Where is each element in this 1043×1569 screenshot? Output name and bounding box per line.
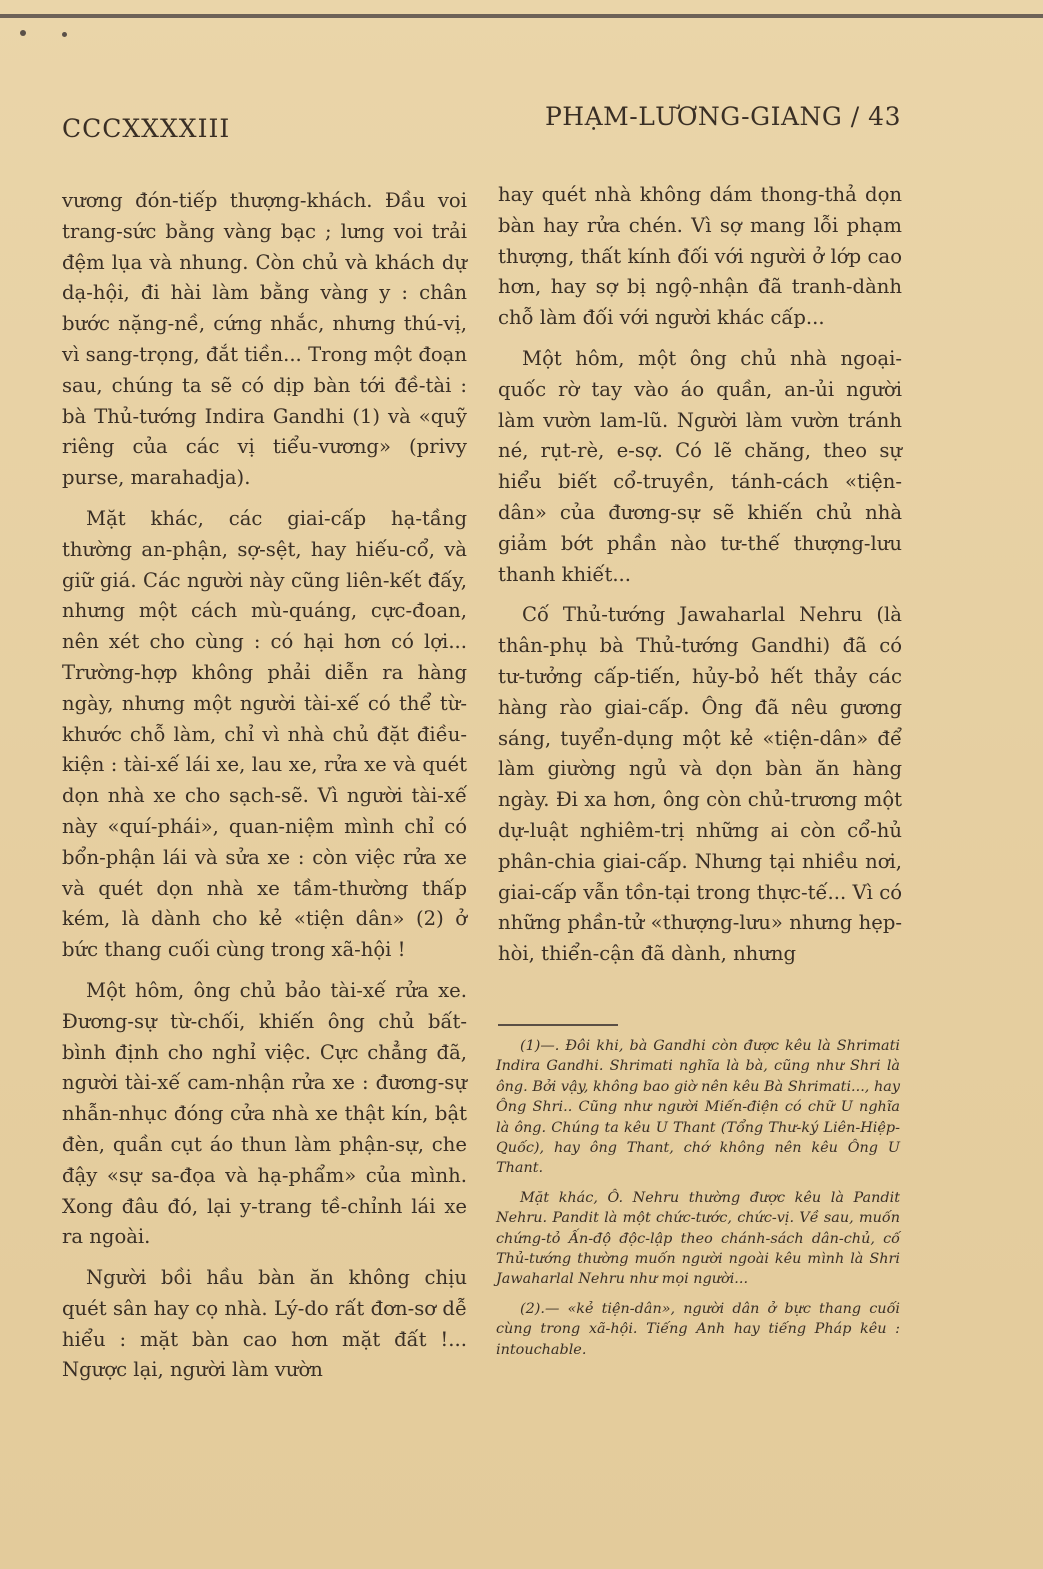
paragraph: hay quét nhà không dám thong-thả dọn bàn hay rửa chén. Vì sợ mang lỗi phạm thượng, thất kính đối với người ở lớp cao hơn, hay sợ bị ngộ-nhận đã tranh-dành chỗ làm đối với người khác cấp... [498, 183, 902, 330]
page-roman-numeral: CCCXXXXIII [62, 114, 231, 143]
paragraph: Một hôm, ông chủ bảo tài-xế rửa xe. Đương-sự từ-chối, khiến ông chủ bất-bình định cho nghỉ việc. Cực chẳng đã, người tài-xế cam-nhận rửa xe : đương-sự nhẫn-nhục đóng cửa nhà xe thật kín, bật đèn, quần cụt áo thun làm phận-sự, che đậy «sự sa-đọa và hạ-phẩm» của mình. Xong đâu đó, lại y-trang tề-chỉnh lái xe ra ngoài. [62, 978, 467, 1249]
footnote: Mặt khác, Ô. Nehru thường được kêu là Pandit Nehru. Pandit là một chức-tước, chức-vị. Về sau, muốn chứng-tỏ Ấn-độ độc-lập theo chánh-sách dân-chủ, cố Thủ-tướng thường muốn người ngoài kêu mình là Shri Jawaharlal Nehru như mọi người... [496, 1189, 900, 1288]
paragraph: Mặt khác, các giai-cấp hạ-tầng thường an-phận, sợ-sệt, hay hiếu-cổ, và giữ giá. Các người này cũng liên-kết đấy, nhưng một cách mù-quáng, cực-đoan, nên xét cho cùng : có hại hơn có lợi... Trường-hợp không phải diễn ra hàng ngày, nhưng một người tài-xế có thể từ-khước chỗ làm, chỉ vì nhà chủ đặt điều-kiện : tài-xế lái xe, lau xe, rửa xe và quét dọn nhà xe cho sạch-sẽ. Vì người tài-xế này «quí-phái», quan-niệm mình chỉ có bổn-phận lái và sửa xe : còn việc rửa xe và quét dọn nhà xe tầm-thường thấp kém, là dành cho kẻ «tiện dân» (2) ở bức thang cuối cùng trong xã-hội ! [62, 506, 467, 962]
left-text-column [62, 186, 467, 1386]
top-border-rule [0, 14, 1043, 18]
footnotes [496, 1036, 900, 1360]
paragraph: Cố Thủ-tướng Jawaharlal Nehru (là thân-phụ bà Thủ-tướng Gandhi) đã có tư-tưởng cấp-tiến, hủy-bỏ hết thảy các hàng rào giai-cấp. Ông đã nêu gương sáng, tuyển-dụng một kẻ «tiện-dân» để làm giường ngủ và dọn bàn ăn hàng ngày. Đi xa hơn, ông còn chủ-trương một dự-luật nghiêm-trị những ai còn cổ-hủ phân-chia giai-cấp. Nhưng tại nhiều nơi, giai-cấp vẫn tồn-tại trong thực-tế... Vì có những phần-tử «thượng-lưu» nhưng hẹp-hòi, thiển-cận đã dành, nhưng [498, 603, 902, 966]
footnote: (1)—. Đôi khi, bà Gandhi còn được kêu là Shrimati Indira Gandhi. Shrimati nghĩa là bà, cũng như Shri là ông. Bởi vậy, không bao giờ nên kêu Bà Shrimati..., hay Ông Shri.. Cũng như người Miến-điện có chữ U nghĩa là ông. Chúng ta kêu U Thant (Tổng Thư-ký Liên-Hiệp-Quốc), hay ông Thant, chớ không nên kêu Ông U Thant. [496, 1038, 900, 1177]
ink-speck [20, 30, 26, 36]
footnote-separator [498, 1024, 618, 1026]
ink-speck [62, 32, 67, 37]
paragraph: Người bồi hầu bàn ăn không chịu quét sân hay cọ nhà. Lý-do rất đơn-sơ dễ hiểu : mặt bàn cao hơn mặt đất !... Ngược lại, người làm vườn [62, 1266, 467, 1382]
right-text-column [498, 180, 902, 970]
running-header-title: PHẠM-LƯƠNG-GIANG / 43 [544, 102, 901, 131]
paragraph: Một hôm, một ông chủ nhà ngoại-quốc rờ tay vào áo quần, an-ủi người làm vườn lam-lũ. Người làm vườn tránh né, rụt-rè, e-sợ. Có lẽ chăng, theo sự hiểu biết cổ-truyền, tánh-cách «tiện-dân» của đương-sự sẽ khiến chủ nhà giảm bớt phần nào tư-thế thượng-lưu thanh khiết... [498, 346, 902, 586]
paragraph: vương đón-tiếp thượng-khách. Đầu voi trang-sức bằng vàng bạc ; lưng voi trải đệm lụa và nhung. Còn chủ và khách dự dạ-hội, đi hài làm bằng vàng y : chân bước nặng-nề, cứng nhắc, nhưng thú-vị, vì sang-trọng, đắt tiền... Trong một đoạn sau, chúng ta sẽ có dịp bàn tới đề-tài : bà Thủ-tướng Indira Gandhi (1) và «quỹ riêng của các vị tiểu-vương» (privy purse, marahadja). [62, 189, 467, 490]
footnote: (2).— «kẻ tiện-dân», người dân ở bực thang cuối cùng trong xã-hội. Tiếng Anh hay tiếng Pháp kêu : intouchable. [496, 1300, 900, 1358]
